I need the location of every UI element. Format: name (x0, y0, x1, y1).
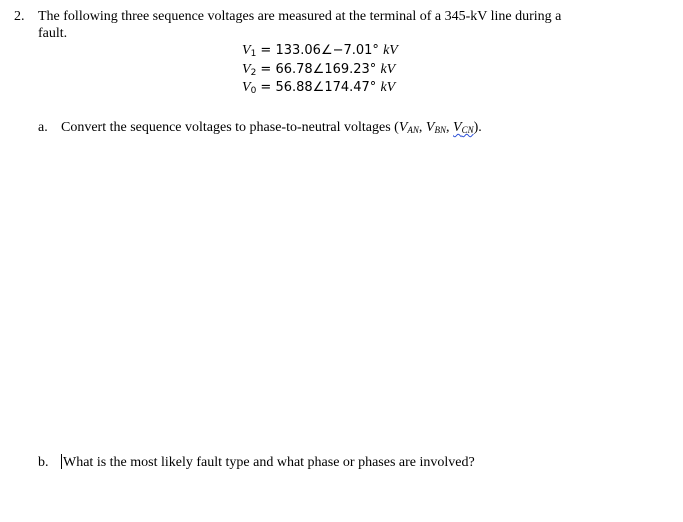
part-b-label: b. (38, 455, 49, 470)
question-text-line2: fault. (38, 26, 68, 41)
part-a-label: a. (38, 120, 48, 135)
equation-v2: $V_2$ = 66.78∠169.23° kV (242, 62, 396, 78)
equation-v1: $V_1$ = 133.06∠−7.01° kV (242, 43, 398, 59)
equation-v0: $V_0$ = 56.88∠174.47° kV (242, 80, 396, 96)
part-a-text: Convert the sequence voltages to phase-to-neutral voltages ($V_{AN}$, $V_{BN}$, $V_{CN}$). (61, 120, 482, 135)
text-cursor (61, 454, 62, 469)
part-b-text-field[interactable]: What is the most likely fault type and what phase or phases are involved? (63, 455, 475, 470)
phase-vcn: $V_{CN}$ (453, 120, 474, 135)
phase-van: $V_{AN}$ (398, 120, 419, 135)
question-text-line1: The following three sequence voltages are measured at the terminal of a 345-kV line during a (38, 9, 562, 24)
question-number: 2. (14, 9, 25, 24)
phase-vbn: $V_{BN}$ (425, 120, 446, 135)
